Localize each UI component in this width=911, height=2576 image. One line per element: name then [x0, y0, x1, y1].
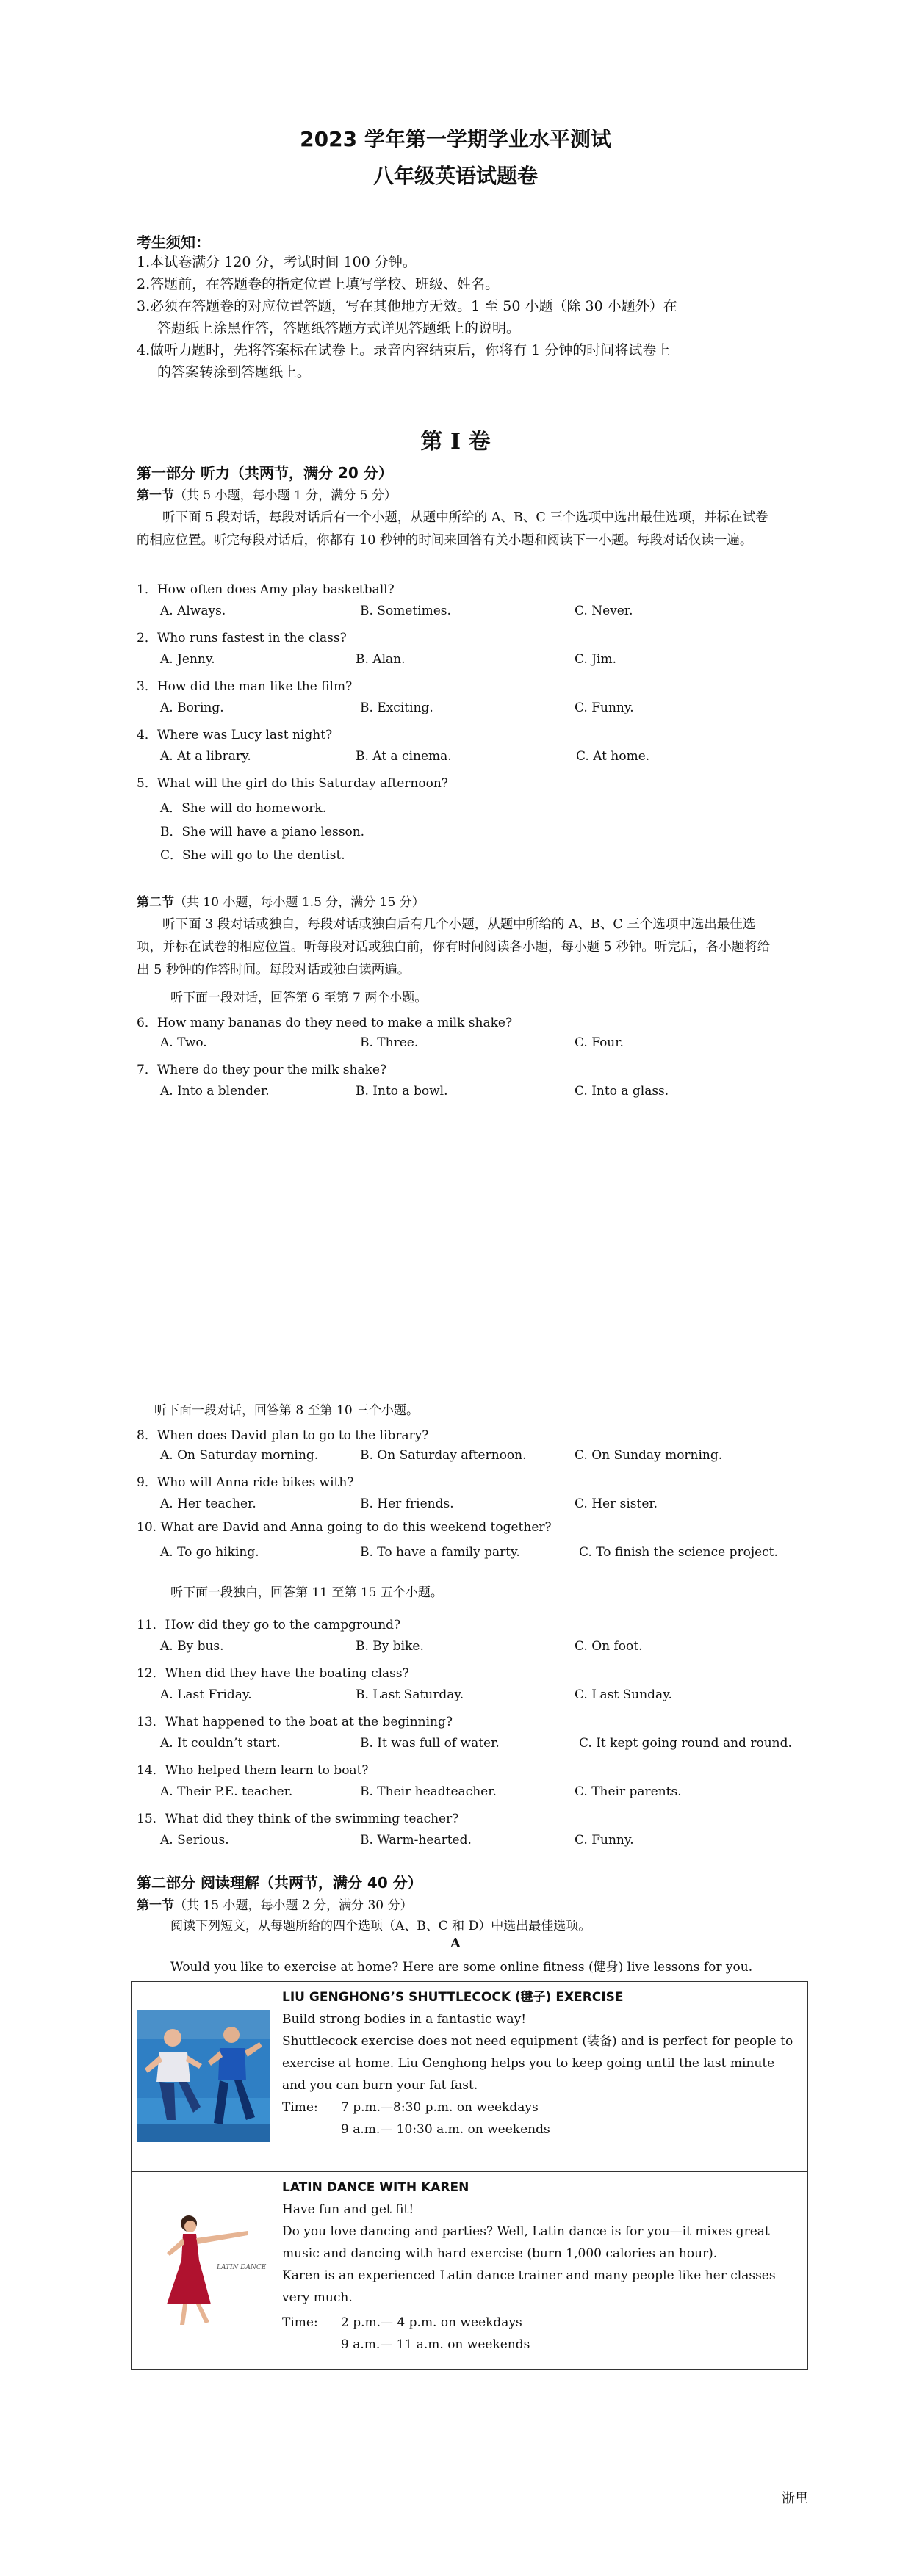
option-b: B．She will have a piano lesson. [160, 825, 365, 839]
lesson-time [282, 2119, 802, 2141]
lead-in: 听下面一段对话，回答第 6 至第 7 两个小题。 [170, 991, 428, 1005]
passage-intro: Would you like to exercise at home? Here are some online fitness (健身) live lessons for you. [170, 1960, 753, 1975]
option-c: C. To finish the science project. [579, 1545, 778, 1560]
question-2: 2．Who runs fastest in the class? [137, 631, 347, 645]
option-a: A. Their P.E. teacher. [160, 1784, 293, 1799]
part2-sec1-heading [137, 1895, 413, 1913]
question-8: 8．When does David plan to go to the library? [137, 1428, 429, 1443]
option-b: B. Into a bowl. [356, 1084, 448, 1099]
time-weekends: 9 a.m.— 11 a.m. on weekends [341, 2337, 530, 2352]
option-c: C. On foot. [575, 1639, 643, 1654]
lesson-time [282, 2334, 802, 2356]
question-12: 12．When did they have the boating class? [137, 1666, 409, 1681]
option-b: B. To have a family party. [360, 1545, 520, 1560]
notice-item: 1.本试卷满分 120 分，考试时间 100 分钟。 [137, 254, 417, 270]
exam-title: 2023 学年第一学期学业水平测试 [300, 127, 611, 151]
notice-item: 2.答题前，在答题卷的指定位置上填写学校、班级、姓名。 [137, 276, 500, 292]
passage-label: A [450, 1936, 461, 1951]
lesson-tagline: Build strong bodies in a fantastic way! [282, 2012, 527, 2027]
option-a: A．She will do homework. [160, 801, 327, 816]
option-c: C. Their parents. [575, 1784, 682, 1799]
option-a: A. Into a blender. [160, 1084, 270, 1099]
question-10: 10. What are David and Anna going to do this weekend together? [137, 1520, 552, 1535]
lesson-row [132, 2172, 808, 2370]
latin-dance-photo [137, 2201, 270, 2331]
option-a: A. Her teacher. [160, 1497, 256, 1511]
option-b: B. Three. [360, 1035, 419, 1050]
part2-heading: 第二部分 阅读理解（共两节，满分 40 分） [137, 1874, 422, 1892]
fitness-lessons-table [131, 1981, 808, 2370]
option-c: C. Four. [575, 1035, 624, 1050]
option-a: A. On Saturday morning. [160, 1448, 319, 1463]
part2-instructions: 阅读下列短文，从每题所给的四个选项（A、B、C 和 D）中选出最佳选项。 [170, 1919, 591, 1933]
shuttlecock-lesson-details [276, 1982, 808, 2172]
option-c: C. At home. [576, 749, 650, 764]
question-13: 13．What happened to the boat at the beginning? [137, 1715, 453, 1729]
part1-sec1-instructions: 听下面 5 段对话，每段对话后有一个小题，从题中所给的 A、B、C 三个选项中选出最佳选项，并标在试卷的相应位置。听完每段对话后，你都有 10 秒钟的时间来回答有关小题和阅读下一小题。每段对话仅读一遍。 [137, 510, 768, 548]
notice-list [137, 251, 783, 383]
lesson-description: Do you love dancing and parties? Well, Latin dance is for you—it mixes great music and dancing with hard exercise (burn 1,000 calories an hour). [282, 2224, 770, 2261]
option-c: C. Into a glass. [575, 1084, 669, 1099]
lesson-title: LATIN DANCE WITH KAREN [282, 2180, 469, 2195]
time-label: Time: [282, 2315, 318, 2330]
question-4: 4．Where was Lucy last night? [137, 728, 333, 742]
option-c: C. Funny. [575, 1833, 634, 1848]
notice-item: 3.必须在答题卷的对应位置答题，写在其他地方无效。1 至 50 小题（除 30 小题外）在 [137, 298, 677, 314]
option-c: C. It kept going round and round. [579, 1736, 792, 1751]
option-a: A. Jenny. [160, 652, 215, 667]
lesson-row [132, 1982, 808, 2172]
option-b: B. By bike. [356, 1639, 424, 1654]
lesson-title: LIU GENGHONG’S SHUTTLECOCK (毽子) EXERCISE [282, 1990, 624, 2005]
option-a: A. Boring. [160, 701, 224, 715]
lead-in: 听下面一段对话，回答第 8 至第 10 三个小题。 [154, 1403, 420, 1418]
option-b: B. Alan. [356, 652, 406, 667]
lead-in: 听下面一段独白，回答第 11 至第 15 五个小题。 [170, 1585, 443, 1600]
part1-sec2-instructions: 听下面 3 段对话或独白，每段对话或独白后有几个小题，从题中所给的 A、B、C 三个选项中选出最佳选项，并标在试卷的相应位置。听每段对话或独白前，你有时间阅读各小题，每小题 5 秒钟。听完后，各小题将给出 5 秒钟的作答时间。每段对话或独白读两遍。 [137, 917, 771, 977]
option-b: B. Their headteacher. [360, 1784, 497, 1799]
question-14: 14．Who helped them learn to boat? [137, 1763, 369, 1778]
time-weekdays: 2 p.m.— 4 p.m. on weekdays [341, 2315, 522, 2330]
notice-heading: 考生须知： [137, 234, 210, 251]
question-15: 15．What did they think of the swimming teacher? [137, 1812, 459, 1826]
option-b: B. Last Saturday. [356, 1687, 464, 1702]
option-b: B. At a cinema. [356, 749, 452, 764]
part1-sec2-heading [137, 891, 425, 910]
shuttlecock-exercise-photo [137, 2010, 270, 2142]
option-c: C．She will go to the dentist. [160, 848, 345, 863]
question-6: 6．How many bananas do they need to make a milk shake? [137, 1016, 513, 1030]
time-label: Time: [282, 2100, 318, 2115]
lesson-time [282, 2312, 802, 2334]
volume-heading: 第 I 卷 [420, 429, 491, 455]
question-3: 3．How did the man like the film? [137, 679, 353, 694]
time-weekdays: 7 p.m.—8:30 p.m. on weekdays [341, 2100, 539, 2115]
section-info: （共 15 小题，每小题 2 分，满分 30 分） [174, 1898, 413, 1913]
option-c: C. Funny. [575, 701, 634, 715]
notice-item: 4.做听力题时，先将答案标在试卷上。录音内容结束后，你将有 1 分钟的时间将试卷上 [137, 342, 671, 358]
question-1: 1．How often does Amy play basketball? [137, 582, 395, 597]
option-b: B. On Saturday afternoon. [360, 1448, 527, 1463]
latin-dance-photo-cell [132, 2172, 276, 2370]
option-a: A. Always. [160, 604, 226, 618]
section-info: （共 5 小题，每小题 1 分，满分 5 分） [174, 488, 397, 503]
option-c: C. Jim. [575, 652, 616, 667]
section-info: （共 10 小题，每小题 1.5 分，满分 15 分） [174, 895, 425, 910]
lesson-tagline: Have fun and get fit! [282, 2202, 414, 2217]
option-a: A. At a library. [160, 749, 251, 764]
latin-dance-lesson-details [276, 2172, 808, 2370]
part1-sec1-heading [137, 485, 397, 503]
exam-subtitle: 八年级英语试题卷 [372, 164, 538, 188]
option-a: A. Last Friday. [160, 1687, 252, 1702]
question-7: 7．Where do they pour the milk shake? [137, 1063, 387, 1077]
option-a: A. Serious. [160, 1833, 229, 1848]
option-b: B. Exciting. [360, 701, 433, 715]
option-a: A. It couldn’t start. [160, 1736, 281, 1751]
option-b: B. It was full of water. [360, 1736, 500, 1751]
footer-mark: 浙里 [782, 2491, 808, 2506]
option-a: A. By bus. [160, 1639, 224, 1654]
option-c: C. Never. [575, 604, 633, 618]
image-caption: LATIN DANCE [217, 2264, 267, 2271]
option-c: C. Last Sunday. [575, 1687, 672, 1702]
option-b: B. Sometimes. [360, 604, 451, 618]
lesson-time [282, 2096, 802, 2119]
trainer-description: Karen is an experienced Latin dance trainer and many people like her classes very much. [282, 2268, 776, 2305]
question-5: 5．What will the girl do this Saturday afternoon? [137, 776, 448, 791]
lesson-description: Shuttlecock exercise does not need equipment (装备) and is perfect for people to exercise at home. Liu Genghong helps you to keep going until the last minute and you can burn your fat fast. [282, 2034, 793, 2093]
part1-heading: 第一部分 听力（共两节，满分 20 分） [137, 464, 393, 482]
section-label: 第二节 [137, 895, 174, 910]
question-9: 9．Who will Anna ride bikes with? [137, 1475, 354, 1490]
shuttlecock-photo-cell [132, 1982, 276, 2172]
option-c: C. Her sister. [575, 1497, 658, 1511]
section-label: 第一节 [137, 488, 174, 503]
notice-item-cont: 答题纸上涂黑作答，答题纸答题方式详见答题纸上的说明。 [157, 320, 521, 336]
section-label: 第一节 [137, 1898, 174, 1913]
question-11: 11．How did they go to the campground? [137, 1618, 401, 1632]
option-a: A. Two. [160, 1035, 207, 1050]
option-c: C. On Sunday morning. [575, 1448, 723, 1463]
option-a: A. To go hiking. [160, 1545, 259, 1560]
notice-item-cont: 的答案转涂到答题纸上。 [157, 364, 312, 380]
option-b: B. Her friends. [360, 1497, 454, 1511]
time-weekends: 9 a.m.— 10:30 a.m. on weekends [341, 2122, 550, 2137]
option-b: B. Warm-hearted. [360, 1833, 472, 1848]
